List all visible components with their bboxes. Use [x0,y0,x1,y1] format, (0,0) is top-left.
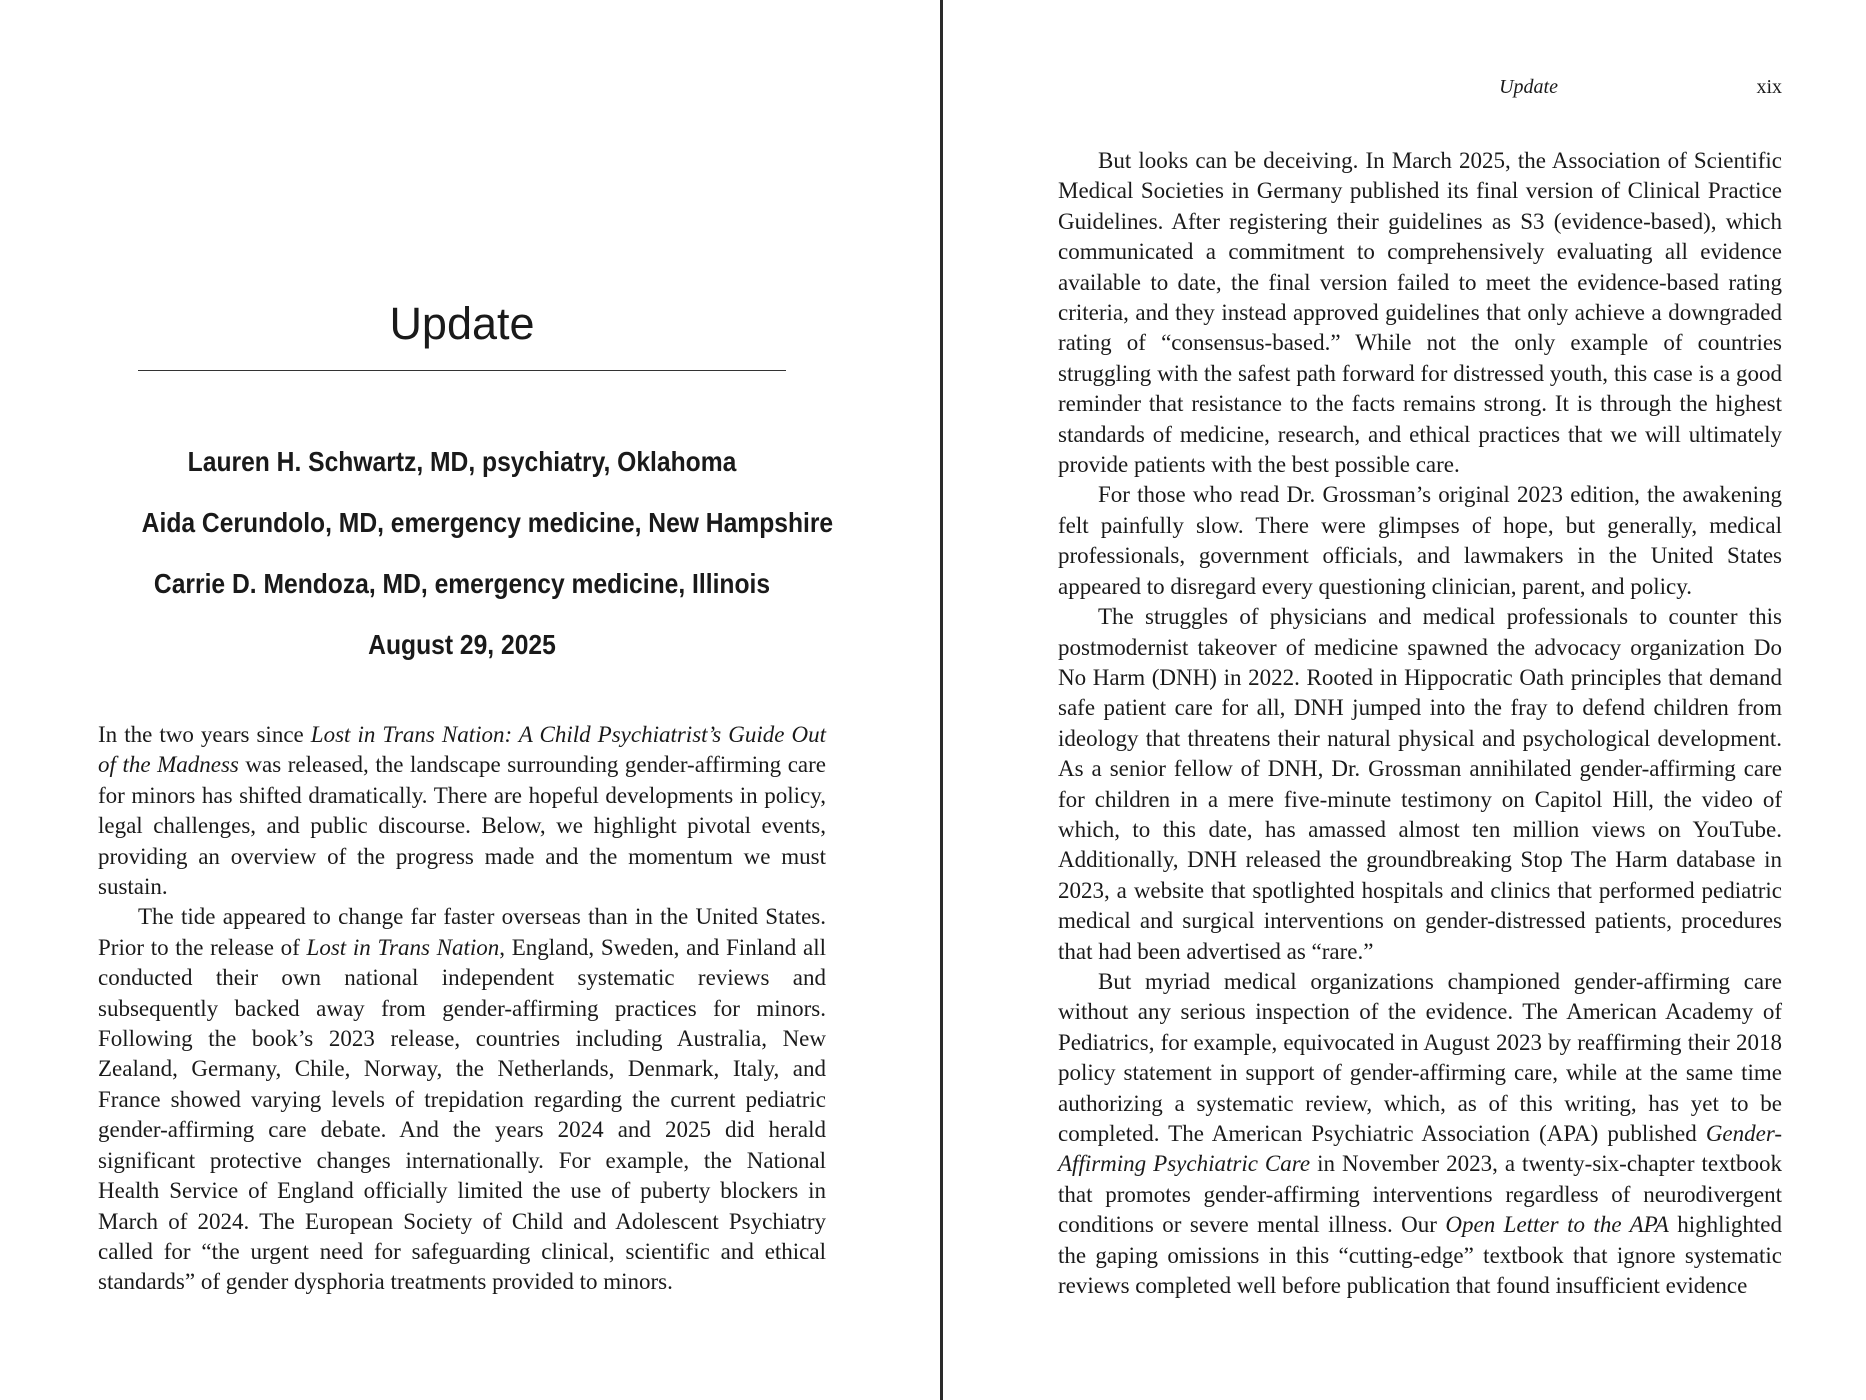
page-gutter-divider [940,0,943,1400]
author-block [141,438,834,682]
chapter-title: Update [389,298,535,349]
running-head-title: Update [1499,76,1558,98]
book-title-italic: Gender-Affirming Psychiatric Care [1058,1121,1782,1177]
author-line: Carrie D. Mendoza, MD, emergency medicine, Illinois [153,568,771,599]
left-page [98,0,834,1400]
book-title-italic: Lost in Trans Nation [306,934,500,960]
text-run: But myriad medical organizations championed gender-affirming care without any serious inspection of the evidence. The American Academy of Pediatrics, for example, equivocated in August 2023 by reaffirming their 2018 policy statement in support of gender-affirming care, while at the same time authorizing a systematic review, which, as of this writing, has yet to be completed. The American Psychiatric Association (APA) published [1058,968,1782,1146]
page-number: xix [1756,76,1782,98]
paragraph [98,902,826,1297]
text-run: The tide appeared to change far faster overseas than in the United States. Prior to the release of [98,904,826,960]
text-run: highlighted the gaping omissions in this “cutting-edge” textbook that ignore systematic reviews completed well before publication that found insufficient evidence [1058,1212,1782,1299]
publication-date: August 29, 2025 [368,629,556,660]
right-page [1058,0,1782,1400]
text-run: in November 2023, a twenty-six-chapter textbook that promotes gender-affirming interventions regardless of neurodivergent conditions or severe mental illness. Our [1058,1151,1782,1238]
text-run: was released, the landscape surrounding gender-affirming care for minors has shifted dramatically. There are hopeful developments in policy, legal challenges, and public discourse. Below, we highlight pivotal events, providing an overview of the progress made and the momentum we must sustain. [98,752,826,900]
title-rule [138,370,786,371]
running-head [1058,76,1782,106]
right-body-text [1058,146,1782,1301]
letter-title-italic: Open Letter to the APA [1445,1212,1669,1238]
book-title-italic: Lost in Trans Nation: A Child Psychiatrist’s Guide Out of the Madness [98,722,826,778]
author-line: Lauren H. Schwartz, MD, psychiatry, Oklahoma [187,446,737,477]
text-run: In the two years since [98,722,311,747]
paragraph: For those who read Dr. Grossman’s original 2023 edition, the awakening felt painfully slow. There were glimpses of hope, but generally, medical professionals, government officials, and lawmakers in the United States appeared to disregard every questioning clinician, parent, and policy. [1058,482,1782,599]
text-run: , England, Sweden, and Finland all conducted their own national independent systematic reviews and subsequently backed away from gender-affirming practices for minors. Following the book’s 2023 release, countries including Australia, New Zealand, Germany, Chile, Norway, the Netherlands, Denmark, Italy, and France showed varying levels of trepidation regarding the current pediatric gender-affirming care debate. And the years 2024 and 2025 did herald significant protective changes internationally. For example, the National Health Service of England officially limited the use of puberty blockers in March of 2024. The European Society of Child and Adolescent Psychiatry called for “the urgent need for safeguarding clinical, scientific and ethical standards” of gender dysphoria treatments provided to minors. [98,934,826,1295]
paragraph [98,720,826,902]
paragraph: But looks can be deceiving. In March 2025, the Association of Scientific Medical Societies in Germany published its final version of Clinical Practice Guidelines. After registering their guidelines as S3 (evidence-based), which communicated a commitment to comprehensively evaluating all evidence available to date, the final version failed to meet the evidence-based rating criteria, and they instead approved guidelines that only achieve a downgraded rating of “consensus-based.” While not the only example of countries struggling with the safest path forward for distressed youth, this case is a good reminder that resistance to the facts remains strong. It is through the highest standards of medicine, research, and ethical practices that we will ultimately provide patients with the best possible care. [1058,148,1782,478]
paragraph [1058,967,1782,1301]
paragraph: The struggles of physicians and medical professionals to counter this postmodernist takeover of medicine spawned the advocacy organization Do No Harm (DNH) in 2022. Rooted in Hippocratic Oath principles that demand safe patient care for all, DNH jumped into the fray to defend children from ideology that threatens their natural physical and psychological development. As a senior fellow of DNH, Dr. Grossman annihilated gender-affirming care for children in a mere five-minute testimony on Capitol Hill, the video of which, to this date, has amassed almost ten million views on YouTube. Additionally, DNH released the groundbreaking Stop The Harm database in 2023, a website that spotlighted hospitals and clinics that performed pediatric medical and surgical interventions on gender-distressed patients, procedures that had been advertised as “rare.” [1058,604,1782,964]
left-body-text [98,720,826,1298]
author-line: Aida Cerundolo, MD, emergency medicine, New Hampshire [141,507,834,538]
